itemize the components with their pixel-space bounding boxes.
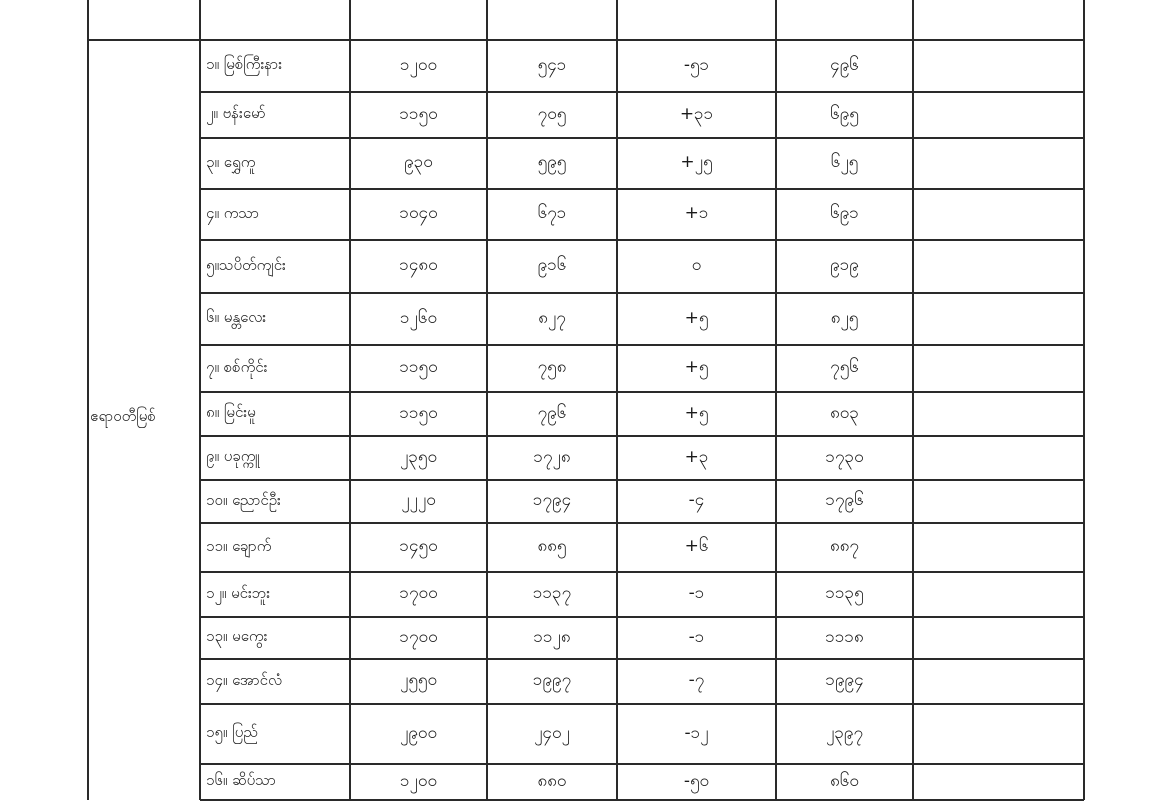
table-row <box>200 764 1084 800</box>
table-row <box>200 92 1084 138</box>
level-change-cell: -၁ <box>688 626 705 647</box>
remarks-cell <box>913 40 1084 92</box>
station-name-cell: ၁၅။ ပြည် <box>206 723 258 741</box>
water-level-current-cell: ၆၂၅ <box>830 152 859 172</box>
level-change-cell: -၇ <box>688 670 705 690</box>
row-border <box>200 391 1084 393</box>
water-level-previous-cell: ၆၇၁ <box>537 203 567 223</box>
remarks-cell <box>913 240 1084 293</box>
station-name-cell: ၁၀။ ညောင်ဦး <box>206 490 281 509</box>
remarks-cell <box>913 293 1084 345</box>
water-level-current-cell: ၁၇၃၀ <box>825 446 864 467</box>
table-row <box>200 704 1084 764</box>
remarks-cell <box>913 617 1084 659</box>
row-border <box>200 188 1084 190</box>
danger-level-cell: ၁၄၈၀ <box>399 255 438 275</box>
table-row <box>200 40 1084 92</box>
station-name-cell: ၈။ မြင်းမူ <box>206 403 256 421</box>
column-border <box>775 0 777 800</box>
water-level-previous-cell: ၁၇၉၄ <box>532 490 572 510</box>
table-row <box>200 345 1084 392</box>
column-border <box>616 0 618 800</box>
water-level-current-cell: ၈၆၀ <box>830 770 859 791</box>
row-border <box>200 658 1084 660</box>
level-change-cell: +၅ <box>684 402 709 423</box>
station-name-cell: ၆။ မန္တလေး <box>206 308 267 326</box>
table-row <box>200 392 1084 436</box>
table-row <box>200 572 1084 617</box>
row-border <box>200 616 1084 618</box>
table-row <box>200 189 1084 240</box>
remarks-cell <box>913 436 1084 480</box>
remarks-cell <box>913 92 1084 138</box>
remarks-cell <box>913 523 1084 572</box>
row-border <box>88 39 1084 41</box>
station-name-cell: ၁၁။ ချောက် <box>206 536 272 555</box>
water-level-current-cell: ၈၀၃ <box>830 402 859 423</box>
table-row <box>200 617 1084 659</box>
station-name-cell: ၃။ ရွှေကူ <box>206 152 256 171</box>
danger-level-cell: ၁၁၅၀ <box>399 402 438 423</box>
row-border <box>200 292 1084 294</box>
row-border <box>200 571 1084 573</box>
region-cell <box>88 40 200 800</box>
station-name-cell: ၄။ ကသာ <box>206 203 260 222</box>
table-row <box>200 436 1084 480</box>
danger-level-cell: ၂၂၂၀ <box>401 490 436 510</box>
row-border <box>200 703 1084 705</box>
water-level-previous-cell: ၇၉၆ <box>537 402 567 423</box>
danger-level-cell: ၁၂၆၀ <box>399 307 438 328</box>
water-level-previous-cell: ၇၀၅ <box>537 103 567 124</box>
water-level-current-cell: ၁၁၃၅ <box>825 583 864 603</box>
water-level-previous-cell: ၁၁၂၈ <box>533 626 571 647</box>
row-border <box>200 479 1084 481</box>
row-border <box>200 91 1084 93</box>
level-change-cell: +၁ <box>684 203 709 223</box>
level-change-cell: ၀ <box>691 255 702 275</box>
level-change-cell: -၅၁ <box>683 54 710 75</box>
station-name-cell: ၂။ ဗန်းမော် <box>206 104 266 122</box>
water-level-current-cell: ၁၁၁၈ <box>825 626 864 647</box>
table-row <box>200 659 1084 704</box>
danger-level-cell: ၁၂၀၀ <box>399 54 438 75</box>
danger-level-cell: ၁၂၀၀ <box>399 770 438 791</box>
row-border <box>200 763 1084 765</box>
station-name-cell: ၁၄။ အောင်လံ <box>206 670 283 689</box>
station-name-cell: ၇။ စစ်ကိုင်း <box>206 357 268 376</box>
water-level-current-cell: ၈၂၅ <box>830 307 859 328</box>
row-border <box>200 435 1084 437</box>
water-level-current-cell: ၁၉၉၄ <box>825 670 864 690</box>
danger-level-cell: ၁၀၄၀ <box>399 203 438 223</box>
level-change-cell: +၅ <box>684 307 709 328</box>
danger-level-cell: ၉၃၀ <box>404 152 433 172</box>
row-border <box>200 239 1084 241</box>
water-level-previous-cell: ၂၄၀၂ <box>534 722 570 743</box>
level-change-cell: +၅ <box>684 357 709 377</box>
row-border <box>200 137 1084 139</box>
water-level-previous-cell: ၉၁၆ <box>537 255 567 275</box>
danger-level-cell: ၁၇၀၀ <box>399 626 438 647</box>
table-row <box>200 480 1084 523</box>
water-level-current-cell: ၁၇၉၆ <box>825 490 864 510</box>
remarks-cell <box>913 480 1084 523</box>
level-change-cell: -၄ <box>688 490 705 510</box>
danger-level-cell: ၁၁၅၀ <box>399 357 438 377</box>
water-level-current-cell: ၆၉၅ <box>830 103 859 124</box>
level-change-cell: -၁၂ <box>684 722 709 743</box>
water-level-previous-cell: ၈၈၀ <box>537 770 567 791</box>
water-level-previous-cell: ၁၇၂၈ <box>533 446 571 467</box>
remarks-cell <box>913 345 1084 392</box>
water-level-previous-cell: ၅၉၅ <box>537 152 567 172</box>
water-level-current-cell: ၄၉၆ <box>830 54 859 75</box>
remarks-cell <box>913 764 1084 800</box>
danger-level-cell: ၂၅၅၀ <box>399 670 438 690</box>
level-change-cell: -၅၀ <box>683 770 710 791</box>
water-level-previous-cell: ၅၄၁ <box>537 54 567 75</box>
danger-level-cell: ၂၉၀၀ <box>399 722 438 743</box>
row-border <box>200 522 1084 524</box>
table-row <box>200 138 1084 189</box>
station-name-cell: ၁၆။ ဆိပ်သာ <box>206 771 276 789</box>
remarks-cell <box>913 572 1084 617</box>
water-level-current-cell: ၉၁၉ <box>830 255 859 275</box>
level-change-cell: -၁ <box>688 583 705 603</box>
water-level-current-cell: ၂၃၉၇ <box>825 722 864 743</box>
station-name-cell: ၁၂။ မင်းဘူး <box>206 583 271 602</box>
water-level-current-cell: ၈၈၇ <box>830 536 859 556</box>
table-row <box>200 523 1084 572</box>
column-border <box>349 0 351 800</box>
level-change-cell: +၃၁ <box>679 103 714 124</box>
remarks-cell <box>913 189 1084 240</box>
row-border <box>200 344 1084 346</box>
column-border <box>1083 0 1085 800</box>
station-name-cell: ၉။ ပခုက္ကူ <box>206 447 260 465</box>
remarks-cell <box>913 138 1084 189</box>
remarks-cell <box>913 704 1084 764</box>
danger-level-cell: ၁၄၅၀ <box>399 536 438 556</box>
table-row <box>200 240 1084 293</box>
danger-level-cell: ၁၁၅၀ <box>399 103 438 124</box>
column-border <box>912 0 914 800</box>
table-row <box>200 293 1084 345</box>
level-change-cell: +၆ <box>684 536 709 556</box>
region-label: ဧရာဝတီမြစ် <box>90 407 156 425</box>
column-border <box>486 0 488 800</box>
danger-level-cell: ၂၃၅၀ <box>399 446 438 467</box>
station-name-cell: ၁၃။ မကွေး <box>206 627 268 645</box>
level-change-cell: +၃ <box>684 446 709 467</box>
water-level-previous-cell: ၈၂၇ <box>538 307 566 328</box>
column-border <box>199 0 201 800</box>
column-border <box>87 0 89 800</box>
water-level-current-cell: ၇၅၆ <box>830 357 859 377</box>
station-name-cell: ၅။သပိတ်ကျင်း <box>206 255 286 274</box>
remarks-cell <box>913 659 1084 704</box>
danger-level-cell: ၁၇၀၀ <box>399 583 438 603</box>
remarks-cell <box>913 392 1084 436</box>
water-level-previous-cell: ၁၉၉၇ <box>532 670 572 690</box>
table-header-row <box>88 0 1084 40</box>
level-change-cell: +၂၅ <box>680 152 713 172</box>
water-level-previous-cell: ၇၅၈ <box>537 357 567 377</box>
water-level-current-cell: ၆၉၁ <box>830 203 859 223</box>
water-level-previous-cell: ၈၈၅ <box>537 536 567 556</box>
station-name-cell: ၁။ မြစ်ကြီးနား <box>206 55 283 73</box>
water-level-previous-cell: ၁၁၃၇ <box>532 583 572 603</box>
